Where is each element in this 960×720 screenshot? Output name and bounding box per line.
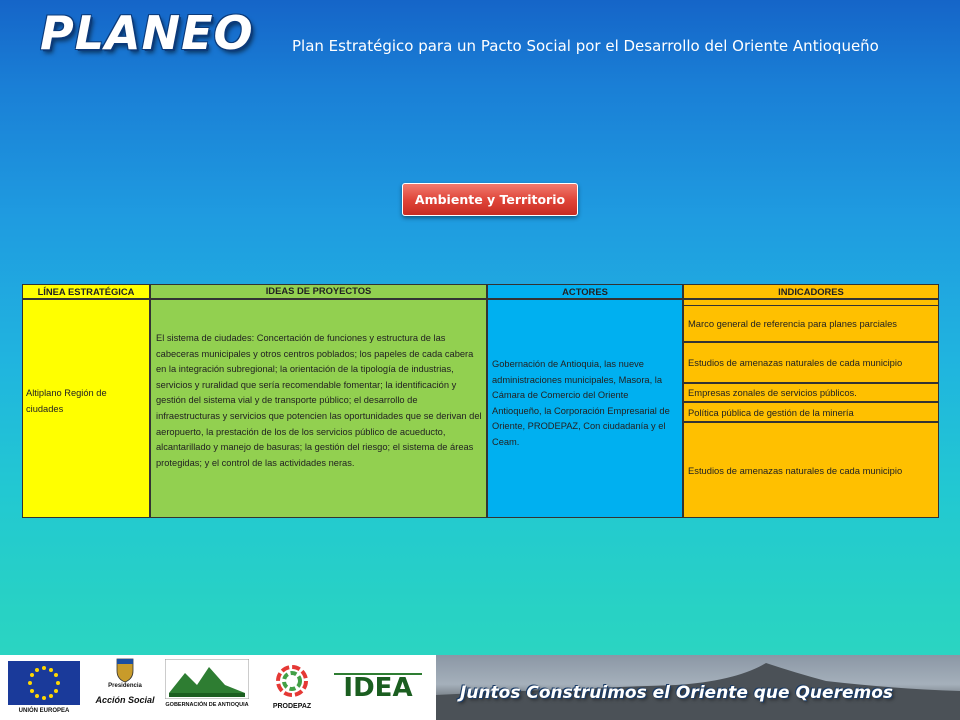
linea-cell bbox=[22, 299, 150, 518]
indicador-item: Estudios de amenazas naturales de cada municipio bbox=[683, 342, 939, 383]
prodepaz-caption: PRODEPAZ bbox=[272, 703, 312, 710]
strategy-table bbox=[22, 284, 939, 518]
header-actores: ACTORES bbox=[487, 284, 683, 299]
slogan: Juntos Construimos el Oriente que Queremos bbox=[460, 683, 893, 703]
indicador-item: Empresas zonales de servicios públicos. bbox=[683, 383, 939, 402]
ideas-cell bbox=[150, 299, 487, 518]
ideas-text: El sistema de ciudades: Concertación de funciones y estructura de las cabeceras municipales y otros centros poblados; los papeles de cada cabera en la integración subregional; la orientación de la tipología de industrias, servicios y ruralidad que sería recomendable fomentar; la identificación y gestión del sistema vial y de transporte público; el desarrollo de infraestructuras y servicios que potencien las oportunidades que se derivan del aeropuerto, la prestación de los de los servicios público de acueducto, alcantarillado y manejo de basuras; la gestión del riesgo; el sistema de áreas protegidas; y el control de las actividades neras. bbox=[156, 333, 482, 468]
gobernacion-logo-icon bbox=[165, 659, 249, 699]
sponsor-logos bbox=[0, 655, 436, 720]
gobernacion-caption: GOBERNACIÓN DE ANTIOQUIA bbox=[165, 702, 249, 708]
accion-social-caption: Acción Social bbox=[95, 695, 155, 705]
footer bbox=[0, 655, 960, 720]
actores-text: Gobernación de Antioquia, las nueve administraciones municipales, Masora, la Cámara de Comercio del Oriente Antioqueño, la Corporación Empresarial de Oriente, PRODEPAZ, Con ciudadanía y el Ceam. bbox=[492, 359, 670, 447]
prodepaz-logo-icon bbox=[270, 661, 314, 701]
eu-flag-icon bbox=[8, 661, 80, 705]
header bbox=[0, 0, 960, 80]
eu-caption: UNIÓN EUROPEA bbox=[18, 708, 70, 714]
colombia-shield-icon bbox=[115, 657, 135, 683]
page-subtitle: Plan Estratégico para un Pacto Social por el Desarrollo del Oriente Antioqueño bbox=[292, 37, 879, 55]
idea-caption: IDEA bbox=[343, 673, 413, 703]
header-linea: LÍNEA ESTRATÉGICA bbox=[22, 284, 150, 299]
header-ideas: IDEAS DE PROYECTOS bbox=[150, 284, 487, 299]
indicador-item: Política pública de gestión de la minería bbox=[683, 402, 939, 422]
actores-cell bbox=[487, 299, 683, 518]
topic-button[interactable]: Ambiente y Territorio bbox=[402, 183, 578, 216]
header-indicadores: INDICADORES bbox=[683, 284, 939, 299]
linea-text: Altiplano Región de ciudades bbox=[26, 388, 107, 414]
indicador-item: Estudios de amenazas naturales de cada municipio bbox=[683, 422, 939, 518]
presidencia-caption: Presidencia bbox=[108, 683, 142, 689]
planeo-logo: PLANEO bbox=[40, 6, 254, 60]
indicador-item: Marco general de referencia para planes parciales bbox=[683, 305, 939, 342]
